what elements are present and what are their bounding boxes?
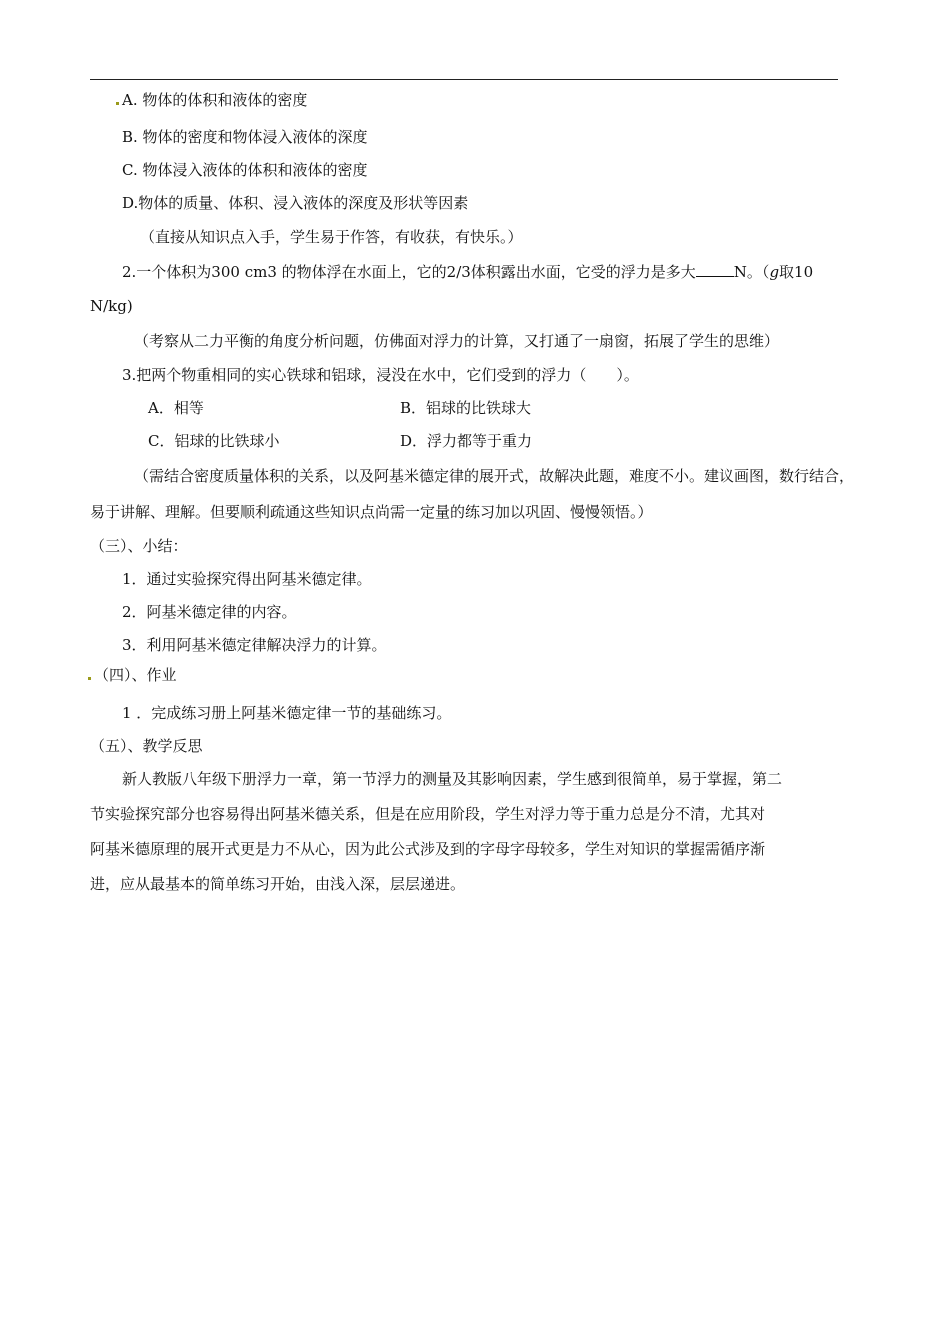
homework-item: 1 ．完成练习册上阿基米德定律一节的基础练习。 [122, 704, 452, 722]
summary-item: 3．利用阿基米德定律解决浮力的计算。 [122, 636, 387, 654]
q2-text-before-blank: 2.一个体积为300 cm3 的物体浮在水面上，它的2/3体积露出水面，它受的浮力是多大 [122, 263, 696, 281]
q2-comment: （考察从二力平衡的角度分析问题，仿佛面对浮力的计算，又打通了一扇窗，拓展了学生的思维） [134, 332, 780, 350]
reflection-heading: （五）、教学反思 [90, 737, 203, 755]
q1-option-b: B. 物体的密度和物体浸入液体的深度 [122, 128, 368, 146]
summary-heading: （三）、小结： [90, 537, 188, 555]
homework-heading: （四）、作业 [94, 666, 177, 684]
reflection-line: 阿基米德原理的展开式更是力不从心，因为此公式涉及到的字母字母较多，学生对知识的掌握需循序渐 [90, 840, 766, 858]
q2-g-symbol: g [769, 263, 780, 281]
homework-heading-line [88, 665, 177, 685]
summary-item: 2．阿基米德定律的内容。 [122, 603, 297, 621]
summary-item: 1．通过实验探究得出阿基米德定律。 [122, 570, 372, 588]
q3-option-d: D．浮力都等于重力 [400, 432, 533, 450]
q3-option-c: C．铝球的比铁球小 [148, 432, 280, 450]
q1-option-d: D.物体的质量、体积、浸入液体的深度及形状等因素 [122, 194, 469, 212]
q2-text-after-blank: N。（ [733, 263, 770, 281]
reflection-line: 新人教版八年级下册浮力一章，第一节浮力的测量及其影响因素，学生感到很简单，易于掌握，第二 [122, 770, 783, 788]
header-rule [90, 79, 838, 80]
q2-answer-blank [696, 262, 734, 277]
q3-option-a: A．相等 [148, 399, 204, 417]
q2-stem-line1 [122, 262, 813, 282]
reflection-line: 节实验探究部分也容易得出阿基米德关系，但是在应用阶段，学生对浮力等于重力总是分不清，尤其对 [90, 805, 766, 823]
q2-stem-line2: N/kg) [90, 297, 133, 315]
q1-option-a: A. 物体的体积和液体的密度 [122, 91, 308, 109]
q3-stem: 3.把两个物重相同的实心铁球和铝球，浸没在水中，它们受到的浮力（ ）。 [122, 366, 639, 384]
q3-comment-line1: （需结合密度质量体积的关系，以及阿基米德定律的展开式，故解决此题，难度不小。建议画图，数行结合， [134, 467, 855, 485]
q1-option-a-line [116, 90, 307, 110]
reflection-line: 进，应从最基本的简单练习开始，由浅入深，层层递进。 [90, 875, 466, 893]
q2-text-tail: 取10 [779, 263, 814, 281]
q1-comment: （直接从知识点入手，学生易于作答，有收获，有快乐。） [140, 228, 523, 246]
q3-comment-line2: 易于讲解、理解。但要顺利疏通这些知识点尚需一定量的练习加以巩固、慢慢领悟。） [90, 503, 653, 521]
q1-option-c: C. 物体浸入液体的体积和液体的密度 [122, 161, 368, 179]
marker-dot-icon [116, 102, 119, 105]
q3-option-b: B．铝球的比铁球大 [400, 399, 532, 417]
marker-dot-icon [88, 677, 91, 680]
